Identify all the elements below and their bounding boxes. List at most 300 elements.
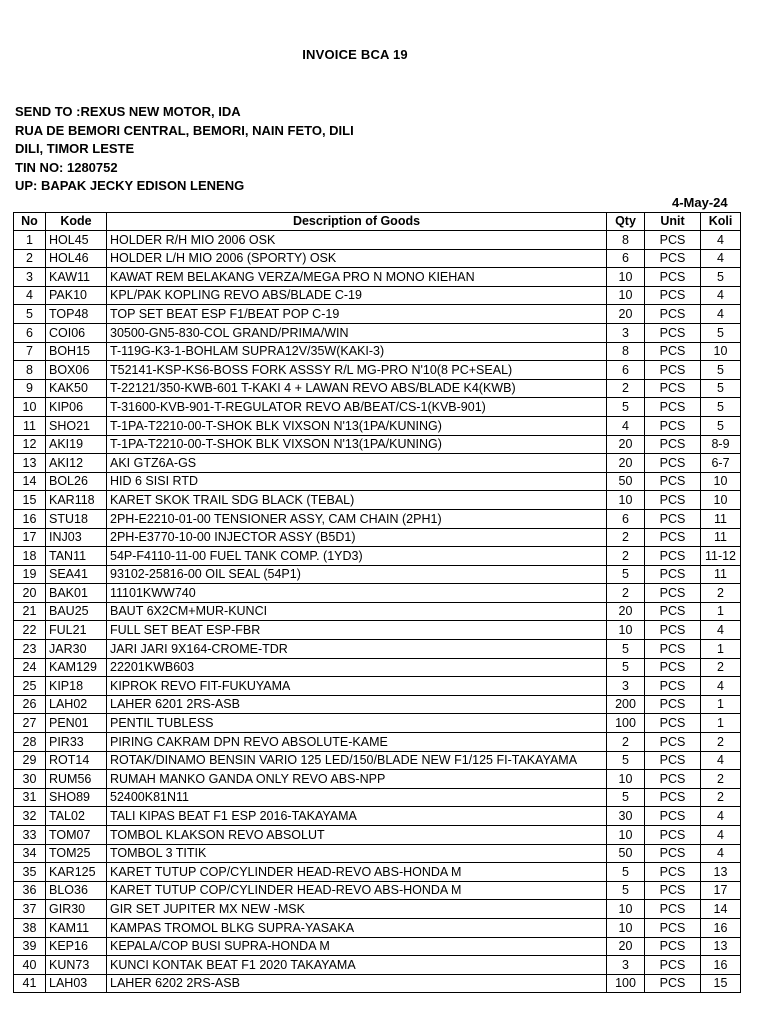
cell-qty: 5 <box>607 640 645 659</box>
cell-kode: KUN73 <box>46 956 107 975</box>
table-row <box>14 286 741 305</box>
cell-description: FULL SET BEAT ESP-FBR <box>107 621 607 640</box>
cell-no: 30 <box>14 770 46 789</box>
cell-kode: SHO89 <box>46 788 107 807</box>
cell-description: KUNCI KONTAK BEAT F1 2020 TAKAYAMA <box>107 956 607 975</box>
cell-unit: PCS <box>645 584 701 603</box>
table-row <box>14 361 741 380</box>
cell-unit: PCS <box>645 305 701 324</box>
cell-koli: 11 <box>701 509 741 528</box>
cell-koli: 10 <box>701 342 741 361</box>
cell-qty: 3 <box>607 956 645 975</box>
table-row <box>14 714 741 733</box>
cell-kode: LAH03 <box>46 974 107 993</box>
cell-kode: AKI19 <box>46 435 107 454</box>
cell-unit: PCS <box>645 491 701 510</box>
cell-kode: RUM56 <box>46 770 107 789</box>
send-to-line: SEND TO :REXUS NEW MOTOR, IDA <box>15 104 241 119</box>
cell-unit: PCS <box>645 695 701 714</box>
cell-description: KARET TUTUP COP/CYLINDER HEAD-REVO ABS-HONDA M <box>107 863 607 882</box>
attention-line: UP: BAPAK JECKY EDISON LENENG <box>15 178 245 194</box>
cell-qty: 200 <box>607 695 645 714</box>
goods-table <box>13 212 741 993</box>
cell-koli: 11-12 <box>701 547 741 566</box>
cell-unit: PCS <box>645 379 701 398</box>
cell-koli: 1 <box>701 602 741 621</box>
column-header-kode: Kode <box>46 213 107 231</box>
cell-qty: 5 <box>607 881 645 900</box>
cell-kode: KIP18 <box>46 677 107 696</box>
cell-koli: 2 <box>701 733 741 752</box>
cell-qty: 5 <box>607 863 645 882</box>
table-row <box>14 695 741 714</box>
cell-unit: PCS <box>645 807 701 826</box>
cell-description: T-1PA-T2210-00-T-SHOK BLK VIXSON N'13(1PA/KUNING) <box>107 416 607 435</box>
cell-kode: BAU25 <box>46 602 107 621</box>
cell-no: 23 <box>14 640 46 659</box>
cell-no: 9 <box>14 379 46 398</box>
cell-qty: 2 <box>607 379 645 398</box>
cell-unit: PCS <box>645 342 701 361</box>
cell-qty: 5 <box>607 658 645 677</box>
cell-unit: PCS <box>645 770 701 789</box>
cell-unit: PCS <box>645 751 701 770</box>
cell-kode: FUL21 <box>46 621 107 640</box>
table-row <box>14 640 741 659</box>
cell-unit: PCS <box>645 714 701 733</box>
cell-qty: 5 <box>607 565 645 584</box>
cell-kode: SEA41 <box>46 565 107 584</box>
cell-qty: 4 <box>607 416 645 435</box>
street-line: RUA DE BEMORI CENTRAL, BEMORI, NAIN FETO, DILI <box>15 122 354 138</box>
table-row <box>14 900 741 919</box>
cell-koli: 16 <box>701 918 741 937</box>
cell-koli: 2 <box>701 770 741 789</box>
cell-kode: KAM129 <box>46 658 107 677</box>
cell-koli: 17 <box>701 881 741 900</box>
cell-unit: PCS <box>645 565 701 584</box>
cell-kode: JAR30 <box>46 640 107 659</box>
cell-koli: 15 <box>701 974 741 993</box>
cell-koli: 13 <box>701 863 741 882</box>
cell-description: RUMAH MANKO GANDA ONLY REVO ABS-NPP <box>107 770 607 789</box>
table-row <box>14 621 741 640</box>
cell-koli: 10 <box>701 491 741 510</box>
cell-koli: 11 <box>701 528 741 547</box>
cell-description: 30500-GN5-830-COL GRAND/PRIMA/WIN <box>107 323 607 342</box>
cell-kode: HOL45 <box>46 231 107 250</box>
cell-description: LAHER 6201 2RS-ASB <box>107 695 607 714</box>
cell-unit: PCS <box>645 286 701 305</box>
cell-kode: TOM07 <box>46 826 107 845</box>
cell-description: KAWAT REM BELAKANG VERZA/MEGA PRO N MONO KIEHAN <box>107 268 607 287</box>
cell-unit: PCS <box>645 398 701 417</box>
cell-qty: 20 <box>607 602 645 621</box>
cell-kode: TOM25 <box>46 844 107 863</box>
cell-koli: 14 <box>701 900 741 919</box>
cell-koli: 5 <box>701 398 741 417</box>
cell-unit: PCS <box>645 231 701 250</box>
cell-description: 2PH-E3770-10-00 INJECTOR ASSY (B5D1) <box>107 528 607 547</box>
table-header-row <box>14 213 741 231</box>
cell-description: KPL/PAK KOPLING REVO ABS/BLADE C-19 <box>107 286 607 305</box>
cell-description: AKI GTZ6A-GS <box>107 454 607 473</box>
cell-unit: PCS <box>645 416 701 435</box>
cell-no: 16 <box>14 509 46 528</box>
table-row <box>14 509 741 528</box>
cell-description: TOMBOL KLAKSON REVO ABSOLUT <box>107 826 607 845</box>
cell-koli: 4 <box>701 826 741 845</box>
cell-kode: BOL26 <box>46 472 107 491</box>
cell-unit: PCS <box>645 640 701 659</box>
table-row <box>14 398 741 417</box>
cell-no: 5 <box>14 305 46 324</box>
cell-kode: KAM11 <box>46 918 107 937</box>
cell-kode: ROT14 <box>46 751 107 770</box>
cell-koli: 6-7 <box>701 454 741 473</box>
cell-unit: PCS <box>645 956 701 975</box>
cell-description: KARET SKOK TRAIL SDG BLACK (TEBAL) <box>107 491 607 510</box>
cell-no: 3 <box>14 268 46 287</box>
cell-kode: KAR125 <box>46 863 107 882</box>
table-row <box>14 677 741 696</box>
table-row <box>14 565 741 584</box>
cell-qty: 20 <box>607 454 645 473</box>
cell-kode: KAR118 <box>46 491 107 510</box>
table-row <box>14 379 741 398</box>
cell-no: 22 <box>14 621 46 640</box>
cell-koli: 5 <box>701 268 741 287</box>
table-row <box>14 602 741 621</box>
cell-no: 8 <box>14 361 46 380</box>
cell-description: 2PH-E2210-01-00 TENSIONER ASSY, CAM CHAIN (2PH1) <box>107 509 607 528</box>
cell-unit: PCS <box>645 974 701 993</box>
cell-qty: 10 <box>607 491 645 510</box>
cell-unit: PCS <box>645 528 701 547</box>
cell-koli: 2 <box>701 584 741 603</box>
table-row <box>14 881 741 900</box>
cell-koli: 5 <box>701 416 741 435</box>
cell-koli: 4 <box>701 621 741 640</box>
cell-no: 34 <box>14 844 46 863</box>
cell-description: HOLDER L/H MIO 2006 (SPORTY) OSK <box>107 249 607 268</box>
cell-no: 31 <box>14 788 46 807</box>
cell-qty: 2 <box>607 733 645 752</box>
table-row <box>14 826 741 845</box>
table-row <box>14 974 741 993</box>
cell-qty: 6 <box>607 509 645 528</box>
cell-qty: 5 <box>607 398 645 417</box>
address-block <box>15 103 354 196</box>
cell-kode: TAN11 <box>46 547 107 566</box>
cell-no: 36 <box>14 881 46 900</box>
cell-kode: HOL46 <box>46 249 107 268</box>
cell-kode: INJ03 <box>46 528 107 547</box>
cell-description: TOP SET BEAT ESP F1/BEAT POP C-19 <box>107 305 607 324</box>
cell-no: 40 <box>14 956 46 975</box>
cell-no: 11 <box>14 416 46 435</box>
cell-koli: 4 <box>701 249 741 268</box>
cell-description: KEPALA/COP BUSI SUPRA-HONDA M <box>107 937 607 956</box>
cell-kode: TAL02 <box>46 807 107 826</box>
cell-unit: PCS <box>645 826 701 845</box>
cell-qty: 6 <box>607 361 645 380</box>
cell-koli: 4 <box>701 751 741 770</box>
cell-description: 22201KWB603 <box>107 658 607 677</box>
table-row <box>14 435 741 454</box>
cell-koli: 4 <box>701 677 741 696</box>
cell-kode: STU18 <box>46 509 107 528</box>
cell-kode: PIR33 <box>46 733 107 752</box>
table-row <box>14 751 741 770</box>
cell-no: 4 <box>14 286 46 305</box>
table-row <box>14 472 741 491</box>
cell-no: 1 <box>14 231 46 250</box>
cell-unit: PCS <box>645 361 701 380</box>
cell-no: 28 <box>14 733 46 752</box>
cell-no: 25 <box>14 677 46 696</box>
cell-unit: PCS <box>645 472 701 491</box>
table-row <box>14 863 741 882</box>
cell-description: T-31600-KVB-901-T-REGULATOR REVO AB/BEAT/CS-1(KVB-901) <box>107 398 607 417</box>
cell-qty: 10 <box>607 286 645 305</box>
cell-qty: 30 <box>607 807 645 826</box>
table-row <box>14 323 741 342</box>
cell-unit: PCS <box>645 937 701 956</box>
cell-description: TOMBOL 3 TITIK <box>107 844 607 863</box>
cell-description: HID 6 SISI RTD <box>107 472 607 491</box>
cell-qty: 10 <box>607 918 645 937</box>
cell-qty: 10 <box>607 621 645 640</box>
table-row <box>14 770 741 789</box>
cell-description: KARET TUTUP COP/CYLINDER HEAD-REVO ABS-HONDA M <box>107 881 607 900</box>
cell-kode: BAK01 <box>46 584 107 603</box>
table-row <box>14 937 741 956</box>
cell-qty: 2 <box>607 528 645 547</box>
cell-unit: PCS <box>645 435 701 454</box>
cell-koli: 5 <box>701 323 741 342</box>
cell-koli: 4 <box>701 286 741 305</box>
cell-unit: PCS <box>645 677 701 696</box>
cell-koli: 2 <box>701 658 741 677</box>
table-row <box>14 956 741 975</box>
cell-description: TALI KIPAS BEAT F1 ESP 2016-TAKAYAMA <box>107 807 607 826</box>
cell-qty: 10 <box>607 900 645 919</box>
cell-koli: 8-9 <box>701 435 741 454</box>
cell-no: 35 <box>14 863 46 882</box>
cell-koli: 1 <box>701 714 741 733</box>
cell-unit: PCS <box>645 323 701 342</box>
cell-unit: PCS <box>645 881 701 900</box>
cell-kode: KAW11 <box>46 268 107 287</box>
cell-kode: AKI12 <box>46 454 107 473</box>
cell-no: 27 <box>14 714 46 733</box>
cell-unit: PCS <box>645 863 701 882</box>
cell-description: GIR SET JUPITER MX NEW -MSK <box>107 900 607 919</box>
cell-description: 93102-25816-00 OIL SEAL (54P1) <box>107 565 607 584</box>
cell-qty: 20 <box>607 305 645 324</box>
cell-description: BAUT 6X2CM+MUR-KUNCI <box>107 602 607 621</box>
cell-qty: 8 <box>607 342 645 361</box>
cell-unit: PCS <box>645 621 701 640</box>
cell-koli: 5 <box>701 361 741 380</box>
cell-description: PENTIL TUBLESS <box>107 714 607 733</box>
table-row <box>14 547 741 566</box>
table-row <box>14 844 741 863</box>
cell-qty: 20 <box>607 937 645 956</box>
cell-qty: 100 <box>607 714 645 733</box>
cell-description: LAHER 6202 2RS-ASB <box>107 974 607 993</box>
cell-no: 15 <box>14 491 46 510</box>
tin-line: TIN NO: 1280752 <box>15 159 118 175</box>
cell-kode: KIP06 <box>46 398 107 417</box>
cell-qty: 100 <box>607 974 645 993</box>
column-header-qty: Qty <box>607 213 645 231</box>
table-row <box>14 416 741 435</box>
cell-no: 38 <box>14 918 46 937</box>
cell-qty: 8 <box>607 231 645 250</box>
column-header-no: No <box>14 213 46 231</box>
table-row <box>14 584 741 603</box>
cell-unit: PCS <box>645 733 701 752</box>
cell-no: 24 <box>14 658 46 677</box>
cell-koli: 11 <box>701 565 741 584</box>
table-row <box>14 788 741 807</box>
cell-koli: 1 <box>701 695 741 714</box>
cell-description: T-1PA-T2210-00-T-SHOK BLK VIXSON N'13(1PA/KUNING) <box>107 435 607 454</box>
cell-qty: 10 <box>607 770 645 789</box>
cell-unit: PCS <box>645 509 701 528</box>
invoice-date: 4-May-24 <box>672 195 728 210</box>
cell-unit: PCS <box>645 788 701 807</box>
cell-no: 29 <box>14 751 46 770</box>
cell-qty: 20 <box>607 435 645 454</box>
cell-kode: KAK50 <box>46 379 107 398</box>
cell-kode: BOH15 <box>46 342 107 361</box>
cell-koli: 5 <box>701 379 741 398</box>
cell-koli: 1 <box>701 640 741 659</box>
cell-qty: 3 <box>607 677 645 696</box>
cell-koli: 4 <box>701 231 741 250</box>
cell-description: 54P-F4110-11-00 FUEL TANK COMP. (1YD3) <box>107 547 607 566</box>
cell-no: 41 <box>14 974 46 993</box>
cell-unit: PCS <box>645 268 701 287</box>
table-row <box>14 918 741 937</box>
cell-koli: 4 <box>701 844 741 863</box>
cell-description: T-119G-K3-1-BOHLAM SUPRA12V/35W(KAKI-3) <box>107 342 607 361</box>
cell-no: 19 <box>14 565 46 584</box>
table-row <box>14 305 741 324</box>
cell-koli: 4 <box>701 807 741 826</box>
cell-description: ROTAK/DINAMO BENSIN VARIO 125 LED/150/BLADE NEW F1/125 FI-TAKAYAMA <box>107 751 607 770</box>
cell-description: T52141-KSP-KS6-BOSS FORK ASSSY R/L MG-PRO N'10(8 PC+SEAL) <box>107 361 607 380</box>
cell-description: KAMPAS TROMOL BLKG SUPRA-YASAKA <box>107 918 607 937</box>
cell-no: 13 <box>14 454 46 473</box>
cell-koli: 4 <box>701 305 741 324</box>
cell-koli: 10 <box>701 472 741 491</box>
invoice-title: INVOICE BCA 19 <box>302 47 408 62</box>
cell-description: KIPROK REVO FIT-FUKUYAMA <box>107 677 607 696</box>
cell-no: 21 <box>14 602 46 621</box>
column-header-unit: Unit <box>645 213 701 231</box>
cell-kode: TOP48 <box>46 305 107 324</box>
cell-unit: PCS <box>645 547 701 566</box>
cell-koli: 16 <box>701 956 741 975</box>
cell-no: 37 <box>14 900 46 919</box>
cell-unit: PCS <box>645 454 701 473</box>
cell-no: 6 <box>14 323 46 342</box>
table-row <box>14 342 741 361</box>
table-row <box>14 268 741 287</box>
cell-no: 2 <box>14 249 46 268</box>
cell-unit: PCS <box>645 249 701 268</box>
cell-kode: GIR30 <box>46 900 107 919</box>
cell-kode: PEN01 <box>46 714 107 733</box>
cell-qty: 50 <box>607 844 645 863</box>
cell-no: 7 <box>14 342 46 361</box>
city-line: DILI, TIMOR LESTE <box>15 141 135 157</box>
table-row <box>14 454 741 473</box>
cell-description: PIRING CAKRAM DPN REVO ABSOLUTE-KAME <box>107 733 607 752</box>
cell-no: 12 <box>14 435 46 454</box>
cell-koli: 13 <box>701 937 741 956</box>
cell-unit: PCS <box>645 918 701 937</box>
cell-no: 10 <box>14 398 46 417</box>
cell-qty: 10 <box>607 826 645 845</box>
cell-qty: 6 <box>607 249 645 268</box>
column-header-description: Description of Goods <box>107 213 607 231</box>
cell-description: HOLDER R/H MIO 2006 OSK <box>107 231 607 250</box>
cell-no: 32 <box>14 807 46 826</box>
cell-kode: KEP16 <box>46 937 107 956</box>
cell-qty: 2 <box>607 584 645 603</box>
cell-qty: 10 <box>607 268 645 287</box>
cell-description: 52400K81N11 <box>107 788 607 807</box>
table-row <box>14 491 741 510</box>
cell-qty: 2 <box>607 547 645 566</box>
cell-no: 14 <box>14 472 46 491</box>
table-row <box>14 249 741 268</box>
cell-description: JARI JARI 9X164-CROME-TDR <box>107 640 607 659</box>
cell-qty: 3 <box>607 323 645 342</box>
cell-unit: PCS <box>645 602 701 621</box>
cell-unit: PCS <box>645 844 701 863</box>
table-row <box>14 658 741 677</box>
cell-no: 26 <box>14 695 46 714</box>
cell-koli: 2 <box>701 788 741 807</box>
cell-qty: 50 <box>607 472 645 491</box>
table-row <box>14 807 741 826</box>
cell-kode: LAH02 <box>46 695 107 714</box>
cell-qty: 5 <box>607 788 645 807</box>
table-row <box>14 231 741 250</box>
cell-kode: BLO36 <box>46 881 107 900</box>
cell-no: 17 <box>14 528 46 547</box>
cell-qty: 5 <box>607 751 645 770</box>
table-row <box>14 528 741 547</box>
cell-unit: PCS <box>645 900 701 919</box>
table-row <box>14 733 741 752</box>
cell-no: 20 <box>14 584 46 603</box>
column-header-koli: Koli <box>701 213 741 231</box>
cell-kode: COI06 <box>46 323 107 342</box>
cell-description: T-22121/350-KWB-601 T-KAKI 4 + LAWAN REVO ABS/BLADE K4(KWB) <box>107 379 607 398</box>
cell-description: 11101KWW740 <box>107 584 607 603</box>
cell-no: 18 <box>14 547 46 566</box>
cell-kode: PAK10 <box>46 286 107 305</box>
cell-no: 39 <box>14 937 46 956</box>
cell-kode: BOX06 <box>46 361 107 380</box>
